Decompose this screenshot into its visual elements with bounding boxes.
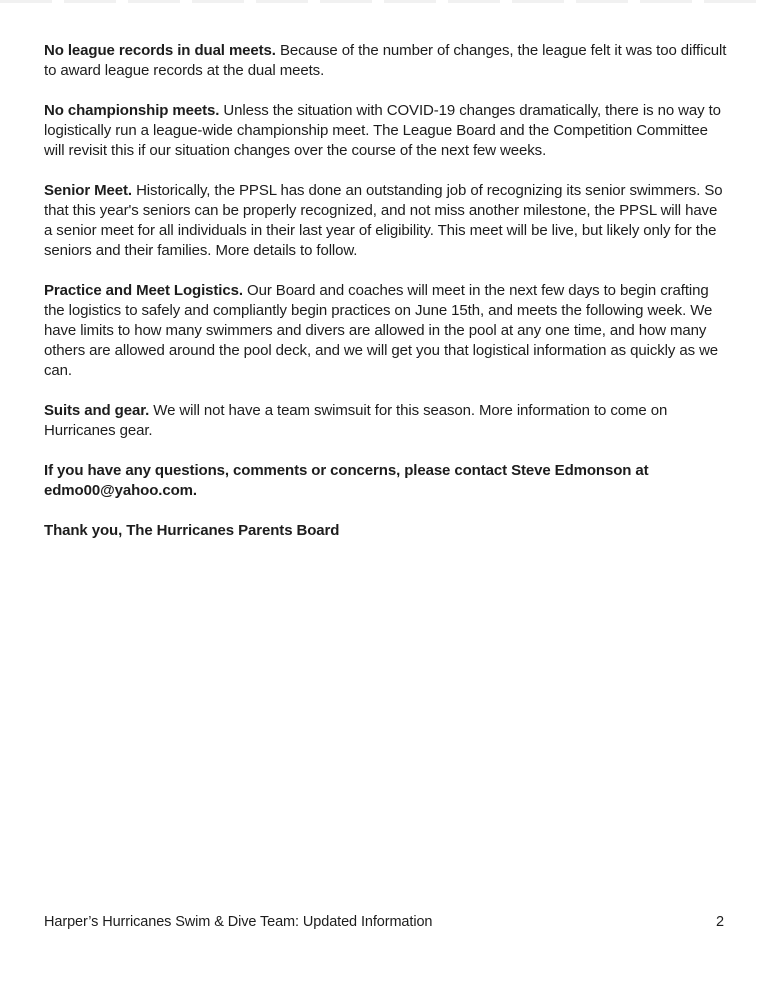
paragraph-lead: No league records in dual meets. <box>44 42 276 59</box>
paragraph-body: We will not have a team swimsuit for this season. More information to come on Hurricanes gear. <box>44 402 668 439</box>
page-footer <box>44 913 724 931</box>
page-number: 2 <box>716 914 724 930</box>
paragraph-signature <box>44 521 728 541</box>
paragraph-lead: Practice and Meet Logistics. <box>44 282 243 299</box>
paragraph-body: Historically, the PPSL has done an outstanding job of recognizing its senior swimmers. So that this year's seniors can be properly recognized, and not miss another milestone, the PPSL will have a senior meet for all individuals in their last year of eligibility. This meet will be live, but likely only for the seniors and their families. More details to follow. <box>44 182 723 259</box>
paragraph-body: Unless the situation with COVID-19 changes dramatically, there is no way to logistically run a league-wide championship meet. The League Board and the Competition Committee will revisit this if our situation changes over the course of the next few weeks. <box>44 102 721 159</box>
signature-text: Thank you, The Hurricanes Parents Board <box>44 522 340 539</box>
paragraph-senior-meet <box>44 181 728 261</box>
contact-text: If you have any questions, comments or concerns, please contact Steve Edmonson at edmo00@yahoo.com. <box>44 462 649 499</box>
paragraph-body: Because of the number of changes, the league felt it was too difficult to award league records at the dual meets. <box>44 42 727 79</box>
paragraph-contact-info <box>44 461 728 501</box>
paragraph-practice-logistics <box>44 281 728 381</box>
footer-title: Harper’s Hurricanes Swim & Dive Team: Updated Information <box>44 914 433 930</box>
paragraph-league-records <box>44 41 728 81</box>
scan-edge-artifact <box>0 0 768 3</box>
paragraph-championship-meets <box>44 101 728 161</box>
paragraph-lead: No championship meets. <box>44 102 220 119</box>
paragraph-lead: Suits and gear. <box>44 402 150 419</box>
paragraph-lead: Senior Meet. <box>44 182 132 199</box>
paragraph-suits-gear <box>44 401 728 441</box>
paragraph-body: Our Board and coaches will meet in the next few days to begin crafting the logistics to safely and compliantly begin practices on June 15th, and meets the following week. We have limits to how many swimmers and divers are allowed in the pool at any one time, and how many others are allowed around the pool deck, and we will get you that logistical information as quickly as we can. <box>44 282 719 379</box>
document-body <box>44 41 728 561</box>
